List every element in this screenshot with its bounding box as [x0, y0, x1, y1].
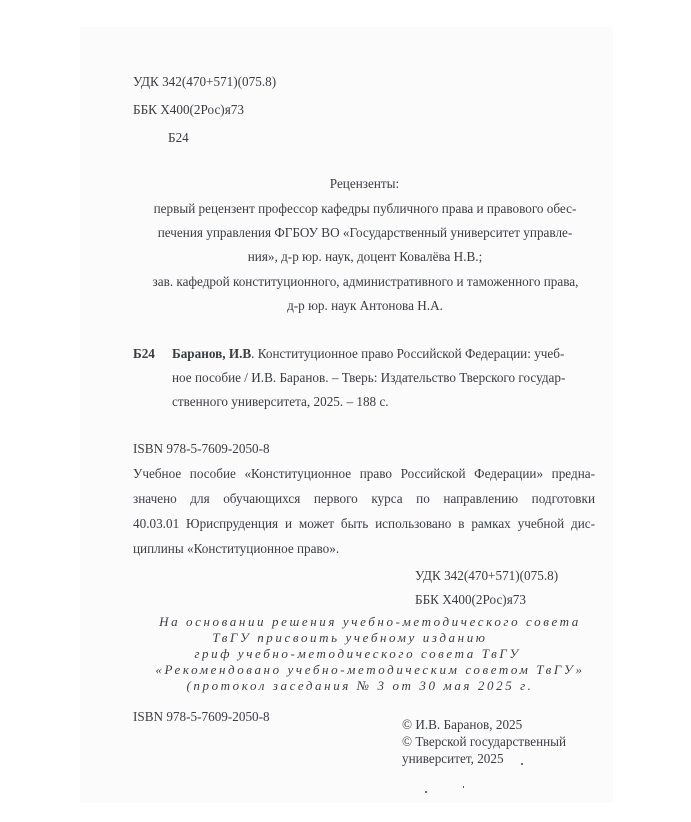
- citation-code: Б24: [133, 346, 155, 361]
- reviewer-line: печения управления ФГБОУ ВО «Государственный университет управле-: [157, 225, 573, 240]
- speck-mark: [521, 763, 523, 765]
- author-mark: Б24: [168, 130, 189, 145]
- reviewer-line: первый рецензент профессор кафедры публичного права и правового обес-: [153, 201, 577, 216]
- stamp-line: «Рекомендовано учебно-методическим советом ТвГУ»: [155, 662, 585, 677]
- copyright-line: © И.В. Баранов, 2025: [402, 717, 523, 732]
- speck-mark: [425, 791, 427, 793]
- reviewers-title: Рецензенты:: [329, 176, 400, 191]
- stamp-line: На основании решения учебно-методического совета: [159, 614, 581, 629]
- stamp-line: ТвГУ присвоить учебному изданию: [212, 630, 488, 645]
- citation-line-2: ное пособие / И.В. Баранов. – Тверь: Издательство Тверского государ-: [172, 370, 566, 385]
- annotation-line: значено для обучающихся первого курса по направлению подготовки: [133, 491, 595, 506]
- annotation-line: циплины «Конституционное право».: [133, 541, 340, 556]
- annotation-line: 40.03.01 Юриспруденция и может быть использовано в рамках учебной дис-: [133, 516, 595, 531]
- udk-code-repeat: УДК 342(470+571)(075.8): [415, 568, 559, 583]
- copyright-line: © Тверской государственный: [402, 734, 567, 749]
- annotation-line: Учебное пособие «Конституционное право Российской Федерации» предна-: [133, 466, 595, 481]
- copyright-line: университет, 2025: [402, 751, 504, 766]
- citation-title: . Конституционное право Российской Федерации: учеб-: [251, 346, 565, 361]
- udk-code: УДК 342(470+571)(075.8): [133, 74, 277, 89]
- reviewer-line: зав. кафедрой конституционного, административного и таможенного права,: [152, 274, 579, 289]
- isbn-bottom: ISBN 978-5-7609-2050-8: [133, 709, 270, 724]
- citation-line: [172, 346, 564, 362]
- citation-line-3: ственного университета, 2025. – 188 с.: [172, 394, 389, 409]
- citation-author: Баранов, И.В: [172, 346, 252, 361]
- speck-mark: [463, 786, 464, 788]
- stamp-line: гриф учебно-методического совета ТвГУ: [194, 646, 521, 661]
- isbn-top: ISBN 978-5-7609-2050-8: [133, 441, 270, 456]
- stamp-line: (протокол заседания № 3 от 30 мая 2025 г.: [186, 678, 534, 693]
- reviewer-line: д-р юр. наук Антонова Н.А.: [287, 298, 443, 313]
- bbk-code: ББК Х400(2Рос)я73: [133, 102, 244, 117]
- bbk-code-repeat: ББК Х400(2Рос)я73: [415, 592, 526, 607]
- reviewer-line: ния», д-р юр. наук, доцент Ковалёва Н.В.;: [247, 249, 483, 264]
